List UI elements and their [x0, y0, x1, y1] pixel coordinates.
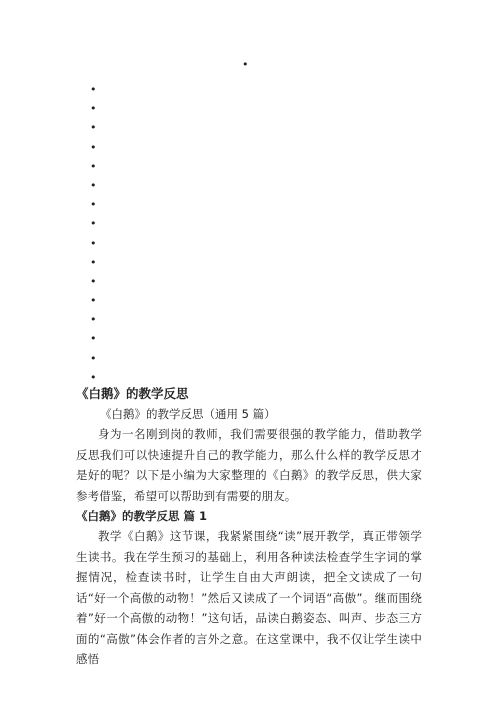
toc-bullet: • [90, 217, 97, 231]
document-subtitle: 《白鹅》的教学反思（通用 5 篇） [100, 407, 276, 421]
document-title: 《白鹅》的教学反思 [76, 386, 189, 401]
toc-bullet: • [90, 274, 97, 288]
toc-bullet: • [90, 332, 97, 346]
toc-bullet: • [90, 294, 97, 308]
toc-bullet: • [90, 236, 97, 250]
toc-bullet: • [90, 255, 97, 269]
section-paragraph: 教学《白鹅》这节课，我紧紧围绕“读”展开教学，真正带领学生读书。我在学生预习的基础上，利用各种读法检查学生字词的掌握情况，检查读书时，让学生自由大声朗读，把全文读成了一句话“好一个高傲的动物！”然后又读成了一个词语“高傲”。继而围绕着”好一个高傲的动物！”这句话，品读白鹅姿态、叫声、步态三方面的“高傲”体会作者的言外之意。在这堂课中，我不仅让学生读中感悟 [76, 529, 422, 666]
toc-bullet: • [90, 83, 97, 96]
toc-bullet: • [90, 370, 97, 384]
toc-bullet: • [90, 159, 97, 173]
section-heading: 《白鹅》的教学反思 篇 1 [76, 509, 208, 523]
toc-bullet: • [90, 102, 97, 116]
toc-bullet: • [90, 121, 97, 135]
toc-bullet: • [90, 351, 97, 365]
document-content [76, 384, 422, 670]
toc-bullet: • [90, 140, 97, 154]
toc-bullet: • [90, 313, 97, 327]
toc-bullet: • [90, 178, 97, 192]
intro-paragraph: 身为一名刚到岗的教师，我们需要很强的教学能力，借助教学反思我们可以快速提升自己的教学能力，那么什么样的教学反思才是好的呢？以下是小编为大家整理的《白鹅》的教学反思，供大家参考借鉴，希望可以帮助到有需要的朋友。 [76, 427, 422, 503]
toc-bullet: • [90, 198, 97, 212]
toc-bullet-list [90, 80, 97, 387]
top-bullet: • [242, 58, 249, 71]
